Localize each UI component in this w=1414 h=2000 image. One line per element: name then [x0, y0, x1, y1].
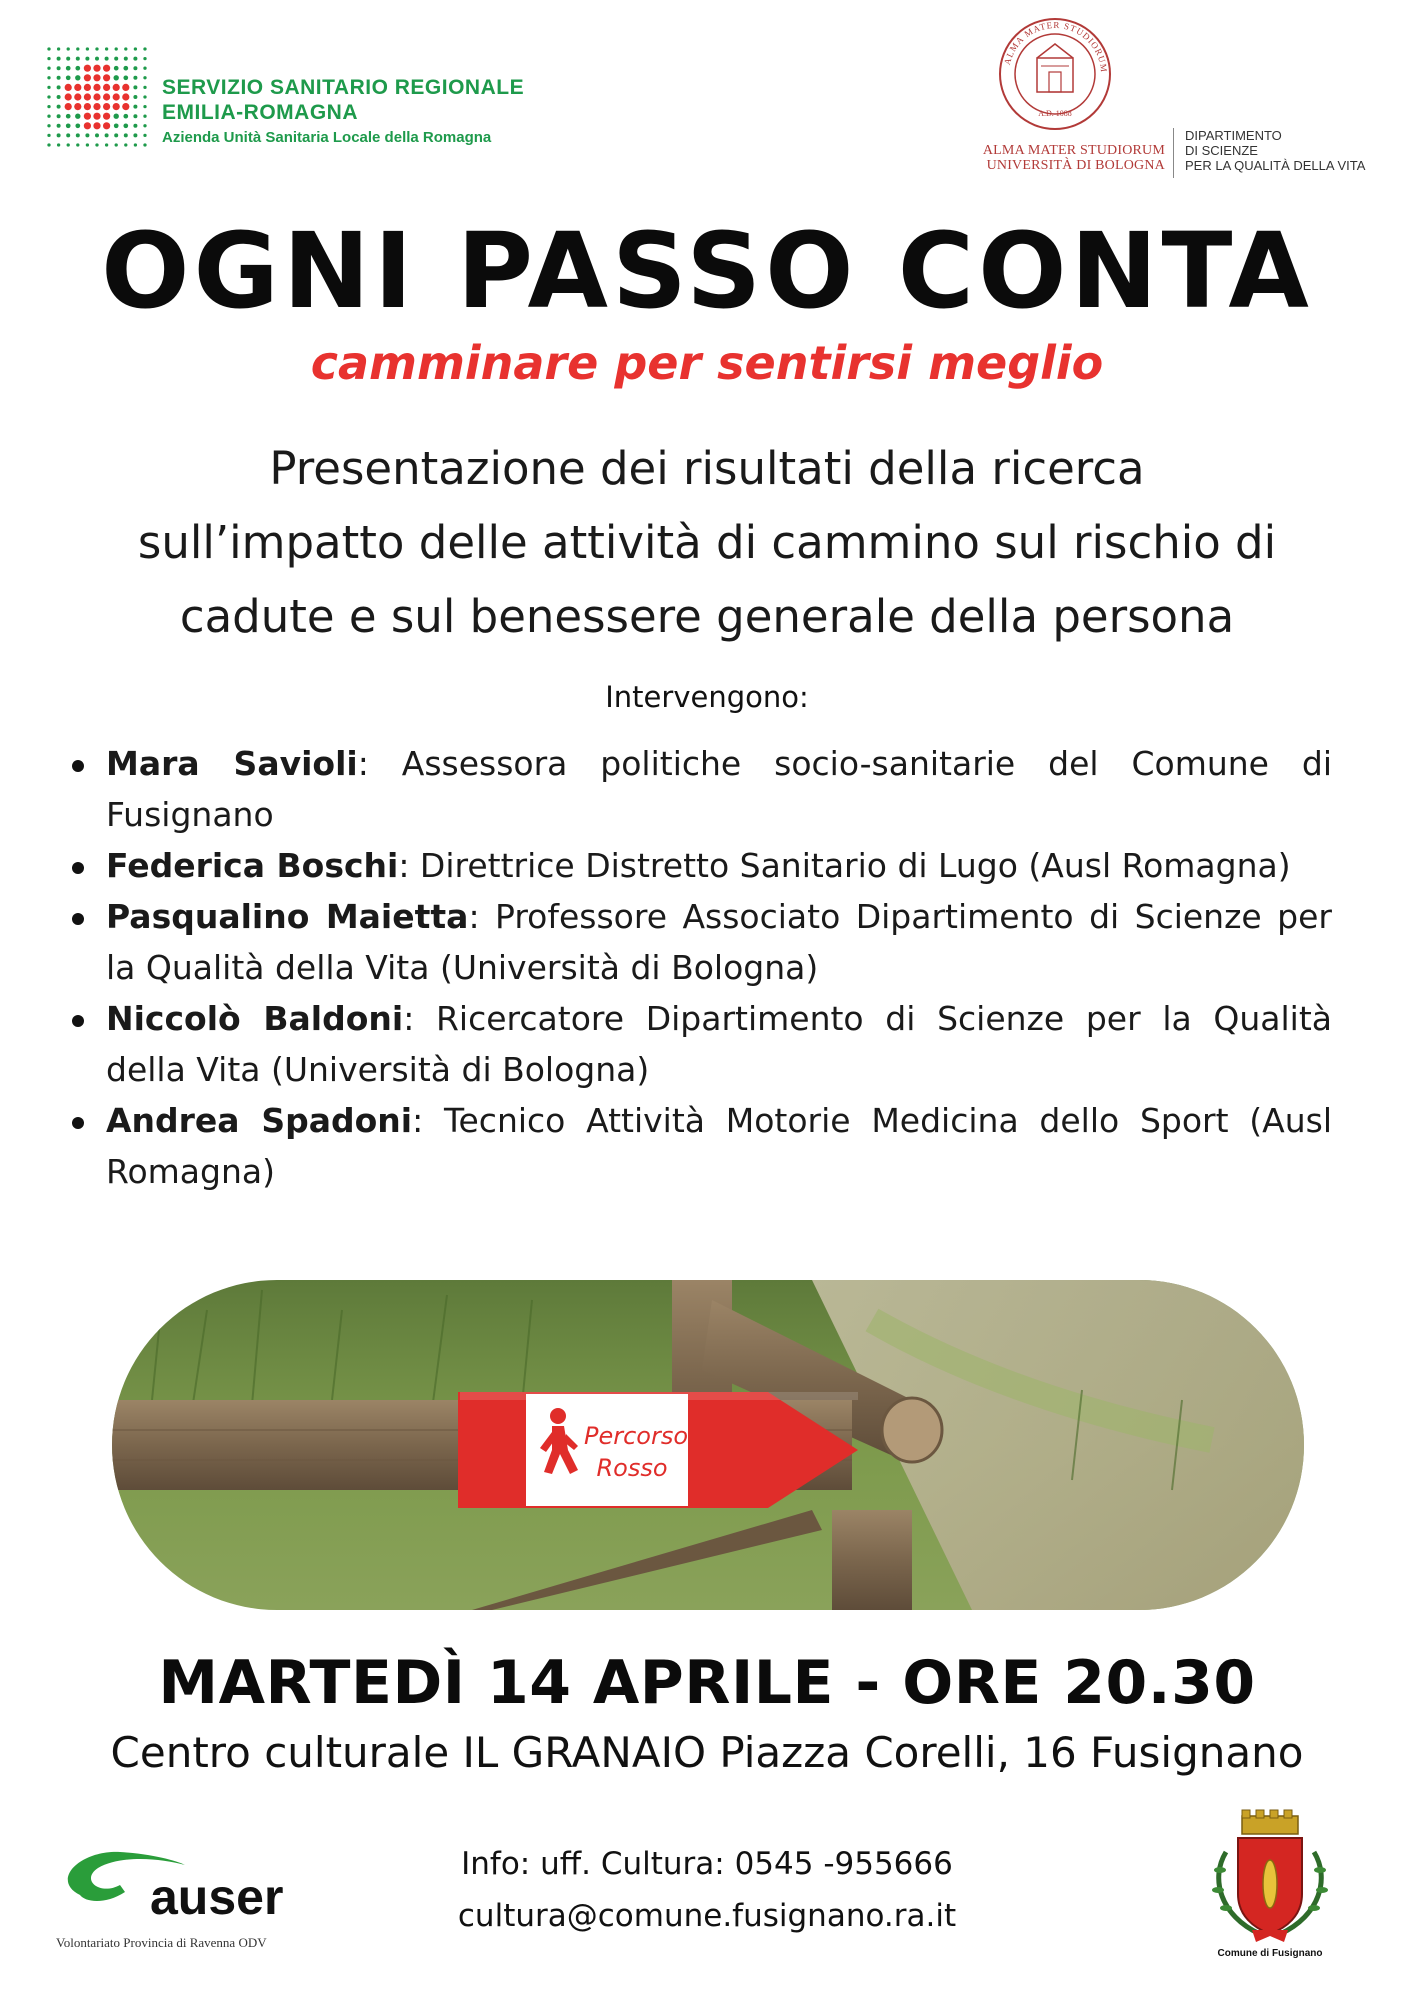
- page-subtitle: camminare per sentirsi meglio: [310, 336, 1104, 390]
- intro-text: [30, 432, 1384, 654]
- event-place: Centro culturale IL GRANAIO Piazza Corelli, 16 Fusignano: [110, 1728, 1304, 1777]
- unibo-name-line2: UNIVERSITÀ DI BOLOGNA: [986, 158, 1165, 173]
- trail-photo: [112, 1280, 1304, 1610]
- ssr-line1: SERVIZIO SANITARIO REGIONALE: [162, 76, 525, 99]
- svg-text:ALMA MATER STUDIORUM: ALMA MATER STUDIORUM: [1001, 19, 1110, 74]
- bullet-icon: [72, 1015, 84, 1027]
- dept-line2: DI SCIENZE: [1185, 143, 1258, 158]
- unibo-name-line1: ALMA MATER STUDIORUM: [982, 143, 1165, 158]
- bullet-icon: [72, 913, 84, 925]
- coat-of-arms-icon: [1200, 1808, 1340, 1948]
- speaker-role: : Professore Associato Dipartimento di Scienze per la Qualità della Vita (Università di Bologna): [106, 897, 1332, 987]
- speaker-item: [72, 891, 1332, 993]
- speaker-name: Mara Savioli: [106, 744, 358, 783]
- speaker-role: : Ricercatore Dipartimento di Scienze per la Qualità della Vita (Università di Bologna): [106, 999, 1332, 1089]
- ssr-line3: Azienda Unità Sanitaria Locale della Romagna: [162, 129, 492, 146]
- auser-wordmark: auser: [150, 1869, 284, 1925]
- ssr-text: [162, 76, 524, 146]
- trail-photo-illustration: [112, 1280, 1304, 1610]
- speaker-role: : Tecnico Attività Motorie Medicina dello Sport (Ausl Romagna): [106, 1101, 1333, 1191]
- speaker-name: Andrea Spadoni: [106, 1101, 413, 1140]
- info-email[interactable]: cultura@comune.fusignano.ra.it: [457, 1898, 957, 1934]
- speaker-role: : Direttrice Distretto Sanitario di Lugo (Ausl Romagna): [398, 846, 1291, 885]
- info-phone: Info: uff. Cultura: 0545 -955666: [461, 1846, 953, 1882]
- intro-line1: Presentazione dei risultati della ricerca: [269, 442, 1145, 495]
- bullet-icon: [72, 862, 84, 874]
- speaker-name: Niccolò Baldoni: [106, 999, 404, 1038]
- dept-line1: DIPARTIMENTO: [1185, 128, 1282, 143]
- speakers-heading: Intervengono:: [605, 680, 809, 714]
- event-date: MARTEDÌ 14 APRILE - ORE 20.30: [158, 1648, 1256, 1718]
- intro-line3: cadute e sul benessere generale della persona: [179, 590, 1235, 643]
- comune-label: Comune di Fusignano: [1217, 1948, 1323, 1959]
- unibo-name: [945, 143, 1165, 173]
- ssr-line2: EMILIA-ROMAGNA: [162, 101, 358, 124]
- ssr-logo: [44, 44, 564, 154]
- svg-text:Percorso: Percorso: [583, 1422, 689, 1450]
- speaker-item: [72, 738, 1332, 840]
- speaker-item: [72, 840, 1332, 891]
- speaker-name: Federica Boschi: [106, 846, 399, 885]
- bullet-icon: [72, 1117, 84, 1129]
- speaker-name: Pasqualino Maietta: [106, 897, 469, 936]
- intro-line2: sull’impatto delle attività di cammino sul rischio di: [137, 516, 1277, 569]
- unibo-separator: [1173, 128, 1174, 178]
- auser-subtitle: Volontariato Provincia di Ravenna ODV: [56, 1935, 267, 1950]
- speakers-list: [72, 738, 1332, 1197]
- page-title: OGNI PASSO CONTA: [101, 210, 1313, 332]
- comune-logo: [1200, 1808, 1340, 1968]
- unibo-department: [1185, 128, 1365, 173]
- speaker-item: [72, 993, 1332, 1095]
- ssr-dots-icon: [44, 44, 154, 154]
- svg-text:A.D. 1088: A.D. 1088: [1038, 109, 1072, 118]
- dept-line3: PER LA QUALITÀ DELLA VITA: [1185, 158, 1366, 173]
- unibo-seal-icon: [997, 16, 1113, 132]
- bullet-icon: [72, 760, 84, 772]
- unibo-logo: [945, 16, 1385, 186]
- speaker-role: : Assessora politiche socio-sanitarie del Comune di Fusignano: [106, 744, 1332, 834]
- svg-text:Rosso: Rosso: [596, 1454, 668, 1482]
- speaker-item: [72, 1095, 1332, 1197]
